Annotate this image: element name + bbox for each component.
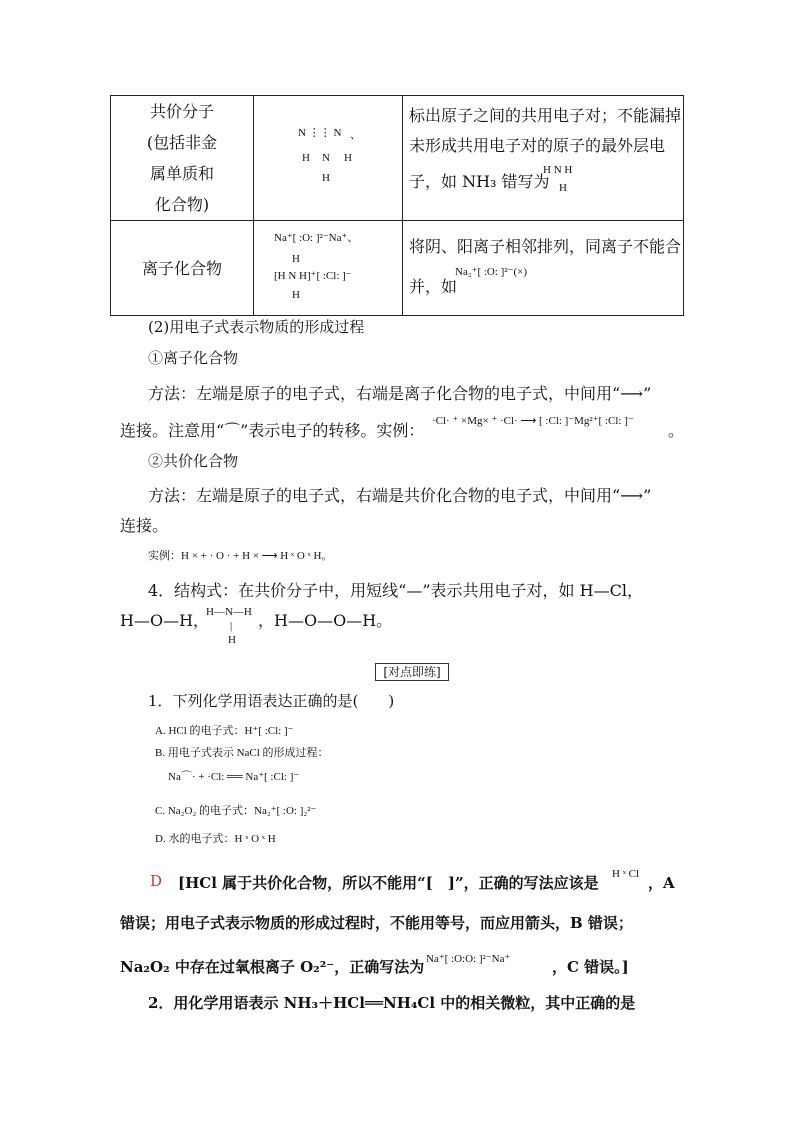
note-cell <box>403 221 684 316</box>
note-line: 将阴、阳离子相邻排列，同离子不能合 <box>409 237 682 256</box>
subsection-heading: ②共价化合物 <box>148 452 239 470</box>
nh3-wrong-formula-top: H N H <box>543 164 573 176</box>
nh4cl-formula: [H N H]⁺[ :Cl: ]⁻ <box>274 270 352 282</box>
nh3-n: N <box>322 152 330 164</box>
nh3-structure-bond: | <box>230 620 233 632</box>
example-cell <box>254 221 403 316</box>
answer-letter: D <box>150 872 163 890</box>
hcl-formula: H ˣ Cl <box>612 868 640 880</box>
note-line: 并，如 <box>409 277 458 296</box>
option-a: A. HCl 的电子式：H⁺[ :Cl: ]⁻ <box>155 725 294 737</box>
answer-line: Na₂O₂ 中存在过氧根离子 O₂²⁻，正确写法为 <box>120 958 425 976</box>
note-line: 标出原子之间的共用电子对；不能漏掉 <box>409 106 682 125</box>
option-b-formula: Na⌒· + ·Cl: ══ Na⁺[ :Cl: ]⁻ <box>168 771 300 783</box>
nh4-h-top: H <box>292 253 300 265</box>
table-row <box>111 221 684 316</box>
paragraph-line: 方法：左端是原子的电子式，右端是离子化合物的电子式，中间用“⟶” <box>148 384 652 403</box>
option-b: B. 用电子式表示 NaCl 的形成过程： <box>155 747 329 759</box>
paragraph-line: 连接。注意用“⌒”表示电子的转移。实例： <box>120 421 425 440</box>
nh3-h-bottom: H <box>322 172 330 184</box>
structure-formula-water: H—O—H， <box>120 611 210 630</box>
option-c: C. Na₂O₂ 的电子式：Na₂⁺[ :O: ]₂²⁻ <box>155 805 317 817</box>
question-stem: 2．用化学用语表示 NH₃＋HCl══NH₄Cl 中的相关微粒，其中正确的是 <box>148 994 636 1012</box>
nh3-h-right: H <box>344 152 352 164</box>
sentence-end: 。 <box>668 421 685 440</box>
mgcl2-formation-formula: ·Cl· ⁺ ×Mg× ⁺ ·Cl· ⟶ [ :Cl: ]⁻Mg²⁺[ :Cl: ]⁻ <box>432 415 634 427</box>
note-line: 未形成共用电子对的原子的最外层电 <box>409 136 666 155</box>
answer-line: 错误；用电子式表示物质的形成过程时，不能用等号，而应用箭头，B 错误； <box>120 914 633 932</box>
paragraph-line: 连接。 <box>120 516 169 535</box>
paragraph-line: 4．结构式：在共价分子中，用短线“—”表示共用电子对，如 H—Cl， <box>148 581 643 600</box>
category-line: 化合物) <box>154 195 210 214</box>
table-row <box>111 96 684 221</box>
category-cell <box>111 221 254 316</box>
category-cell <box>111 96 254 221</box>
section-heading: (2)用电子式表示物质的形成过程 <box>148 318 365 336</box>
structure-formula-peroxide: ，H—O—O—H。 <box>258 611 393 630</box>
option-d: D. 水的电子式：H ˣ O ˣ H <box>155 833 276 845</box>
category-line: 属单质和 <box>149 164 214 183</box>
n2-suffix: 、 <box>350 129 361 141</box>
paragraph-line: 方法：左端是原子的电子式，右端是共价化合物的电子式，中间用“⟶” <box>148 486 652 505</box>
nh3-structure-top: H—N—H <box>206 606 252 618</box>
na2o-wrong-formula: Na₂⁺[ :O: ]²⁻(×) <box>455 266 527 278</box>
note-cell <box>403 96 684 221</box>
category-label: 离子化合物 <box>141 258 222 278</box>
electron-formula-table <box>110 95 684 316</box>
practice-tag: [对点即练] <box>375 663 449 681</box>
h2o-formation-formula: 实例：H × + · O · + H × ⟶ H ˣ O ˣ H。 <box>148 550 333 562</box>
nh4-h-bottom: H <box>292 289 300 301</box>
category-line: (包括非金 <box>146 133 218 152</box>
category-line: 共价分子 <box>149 102 214 121</box>
answer-line-end: ，A <box>648 874 675 892</box>
example-cell <box>254 96 403 221</box>
na2o2-formula: Na⁺[ :O:O: ]²⁻Na⁺ <box>426 953 511 965</box>
answer-line-end: ，C 错误。] <box>552 958 629 976</box>
question-stem: 1．下列化学用语表达正确的是( ) <box>148 692 395 710</box>
na2o-formula: Na⁺[ :O: ]²⁻Na⁺、 <box>274 232 359 244</box>
nh3-structure-bottom: H <box>228 634 236 646</box>
note-line: 子，如 NH₃ 错写为 <box>409 172 550 191</box>
n2-formula: N ⋮⋮ N <box>298 127 342 139</box>
nh3-wrong-formula-bottom: H <box>559 182 567 194</box>
answer-line: [HCl 属于共价化合物，所以不能用“[ ]”，正确的写法应该是 <box>178 874 599 892</box>
nh3-h-left: H <box>302 152 310 164</box>
subsection-heading: ①离子化合物 <box>148 349 239 367</box>
